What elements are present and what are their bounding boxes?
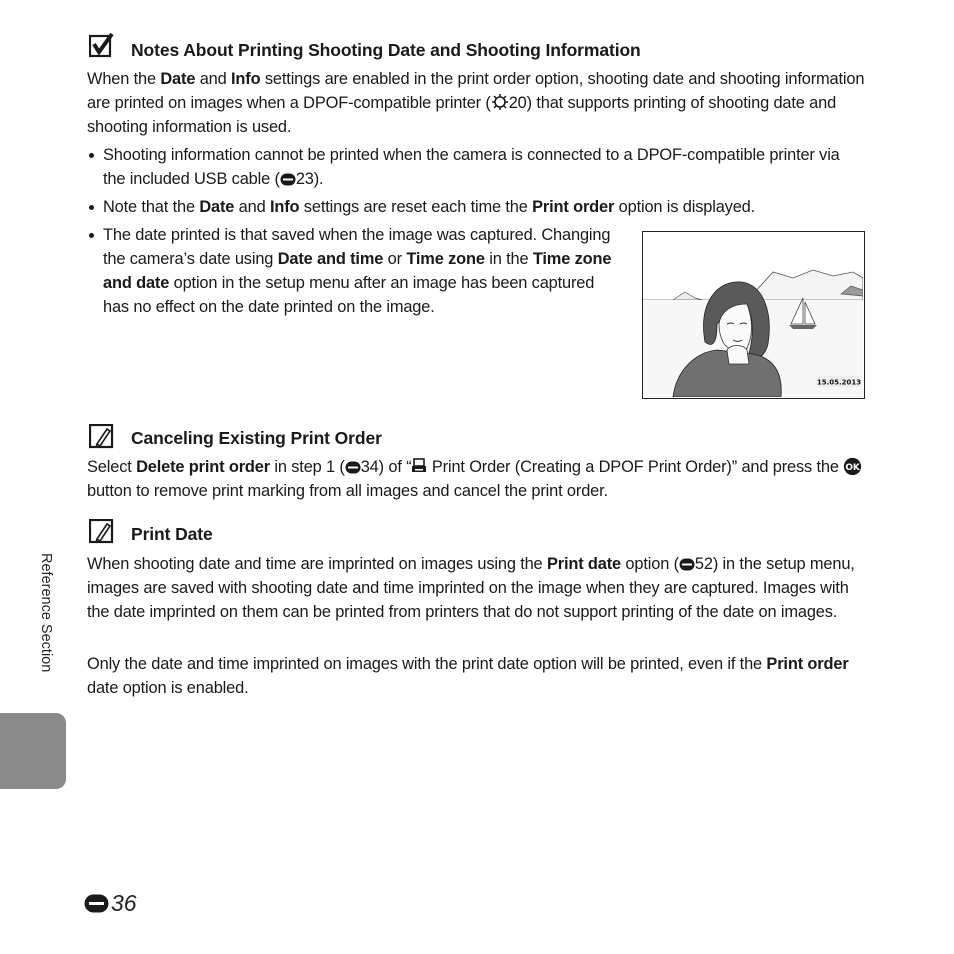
notes-paragraph: When the Date and Info settings are enabled in the print order option, shooting date and shooting information are printed on images when a DPOF-compatible printer ( 20) that supports printing of shooting date and shooting information is used. — [87, 70, 865, 136]
reference-e-icon — [345, 461, 361, 474]
section-heading-cancel: Canceling Existing Print Order — [131, 428, 382, 448]
reference-e-icon — [84, 894, 109, 913]
sample-printed-photo — [642, 231, 865, 399]
section-heading-notes: Notes About Printing Shooting Date and Shooting Information — [131, 40, 641, 60]
svg-text:OK: OK — [845, 462, 860, 473]
setup-icon — [491, 94, 509, 110]
checkmark-icon — [89, 33, 113, 57]
page-number — [84, 890, 137, 917]
print-date-paragraph-1: When shooting date and time are imprinted on images using the Print date option ( 52) in the setup menu, images are saved with shooting date and time imprinted on the image when they are captured. Images with the date imprinted on them can be printed from printers that do not support printing of the date on images. — [87, 555, 855, 621]
side-section-label: Reference Section — [38, 553, 54, 673]
side-section-tab — [0, 713, 66, 789]
bullet-marker — [89, 233, 94, 238]
bullet-usb-note: Shooting information cannot be printed when the camera is connected to a DPOF-compatible printer via the included USB cable ( 23). — [103, 146, 840, 188]
pencil-icon — [89, 424, 113, 448]
bullet-marker — [89, 153, 94, 158]
reference-e-icon — [679, 558, 695, 571]
pencil-icon — [89, 519, 113, 543]
print-date-paragraph-2: Only the date and time imprinted on images with the print date option will be printed, even if the Print order date option is enabled. — [87, 655, 849, 697]
print-icon — [411, 458, 427, 474]
bullet-date-note: The date printed is that saved when the image was captured. Changing the camera’s date using Date and time or Time zone in the Time zone and date option in the setup menu after an image has been captured has no effect on the date printed on the image. — [103, 226, 612, 316]
bullet-reset-note: Note that the Date and Info settings are reset each time the Print order option is displayed. — [103, 198, 756, 216]
cancel-paragraph: Select Delete print order in step 1 ( 34) of “ Print Order (Creating a DPOF Print Order)” and press the OK button to remove print marking from all images and cancel the print order. — [87, 455, 872, 503]
photo-date-stamp: 15.05.2013 — [816, 378, 862, 387]
ok-button-icon — [843, 457, 862, 476]
bullet-marker — [89, 205, 94, 210]
reference-e-icon — [280, 173, 296, 186]
page-number-text: 36 — [111, 890, 137, 916]
section-heading-print-date: Print Date — [131, 524, 213, 544]
